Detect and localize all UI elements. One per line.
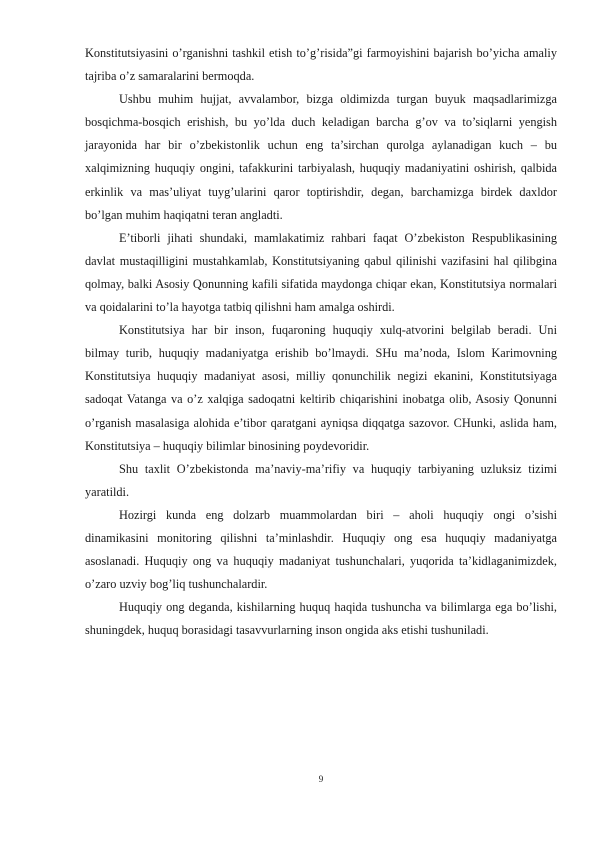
- page-number: 9: [318, 774, 324, 784]
- paragraph-continuation: Konstitutsiyasini o’rganishni tashkil etish to’g’risida”gi farmoyishini bajarish bo’yicha amaliy tajriba o’z samaralarini bermoqda.: [85, 46, 557, 84]
- paragraph-leader-role: E’tiborli jihati shundaki, mamlakatimiz rahbari faqat O’zbekiston Respublikasining davlat mustaqilligini mustahkamlab, Konstitutsiyaning qabul qilinishi vazifasini hal qilibgina qolmay, balki Asosiy Qonunning kafili sifatida maydonga chiqar ekan, Konstitutsiya normalari va qoidalarini to’la hayotga tatbiq qilishni ham amalga oshirdi.: [85, 230, 557, 315]
- paragraph-education-system: Shu taxlit O’zbekistonda ma’naviy-ma’rifiy va huquqiy tarbiyaning uzluksiz tizimi yaratildi.: [85, 461, 557, 499]
- paragraph-constitution-basis: Konstitutsiya har bir inson, fuqaroning huquqiy xulq-atvorini belgilab beradi. Uni bilmay turib, huquqiy madaniyatga erishib bo’lmaydi. SHu ma’noda, Islom Karimovning Konstitutsiya huquqiy madaniyat asosi, milliy qonunchilik negizi ekanini, Konstitutsiyaga sadoqat Vatanga va o’z xalqiga sadoqatni keltirib chiqarishini inobatga olib, Asosiy Qonunni o’rganish masalasiga alohida e’tibor qaratgani ayniqsa diqqatga sazovor. CHunki, aslida ham, Konstitutsiya – huquqiy bilimlar binosining poydevoridir.: [85, 323, 557, 453]
- document-page: [85, 42, 557, 642]
- paragraph-legal-definition: Huquqiy ong deganda, kishilarning huquq haqida tushuncha va bilimlarga ega bo’lishi, shuningdek, huquq borasidagi tasavvurlarning inson ongida aks etishi tushuniladi.: [85, 600, 557, 638]
- paragraph-document-importance: Ushbu muhim hujjat, avvalambor, bizga oldimizda turgan buyuk maqsadlarimizga bosqichma-bosqich erishish, bu yo’lda duch keladigan barcha g’ov va to’siqlarni yengish jarayonida har bir o’zbekistonlik uchun eng ta’sirchan qurolga aylanadigan kuch – bu xalqimizning huquqiy ongini, tafakkurini tarbiyalash, huquqiy madaniyatini oshirish, qalbida erkinlik va mas’uliyat tuyg’ularini qaror toptirishdir, degan, barchamizga birdek daxldor bo’lgan muhim haqiqatni teran angladti.: [85, 92, 557, 222]
- paragraph-legal-awareness: Hozirgi kunda eng dolzarb muammolardan biri – aholi huquqiy ongi o’sishi dinamikasini monitoring qilishni ta’minlashdir. Huquqiy ong esa huquqiy madaniyatga asoslanadi. Huquqiy ong va huquqiy madaniyat tushunchalari, yuqorida ta’kidlaganimizdek, o’zaro uzviy bog’liq tushunchalardir.: [85, 507, 557, 592]
